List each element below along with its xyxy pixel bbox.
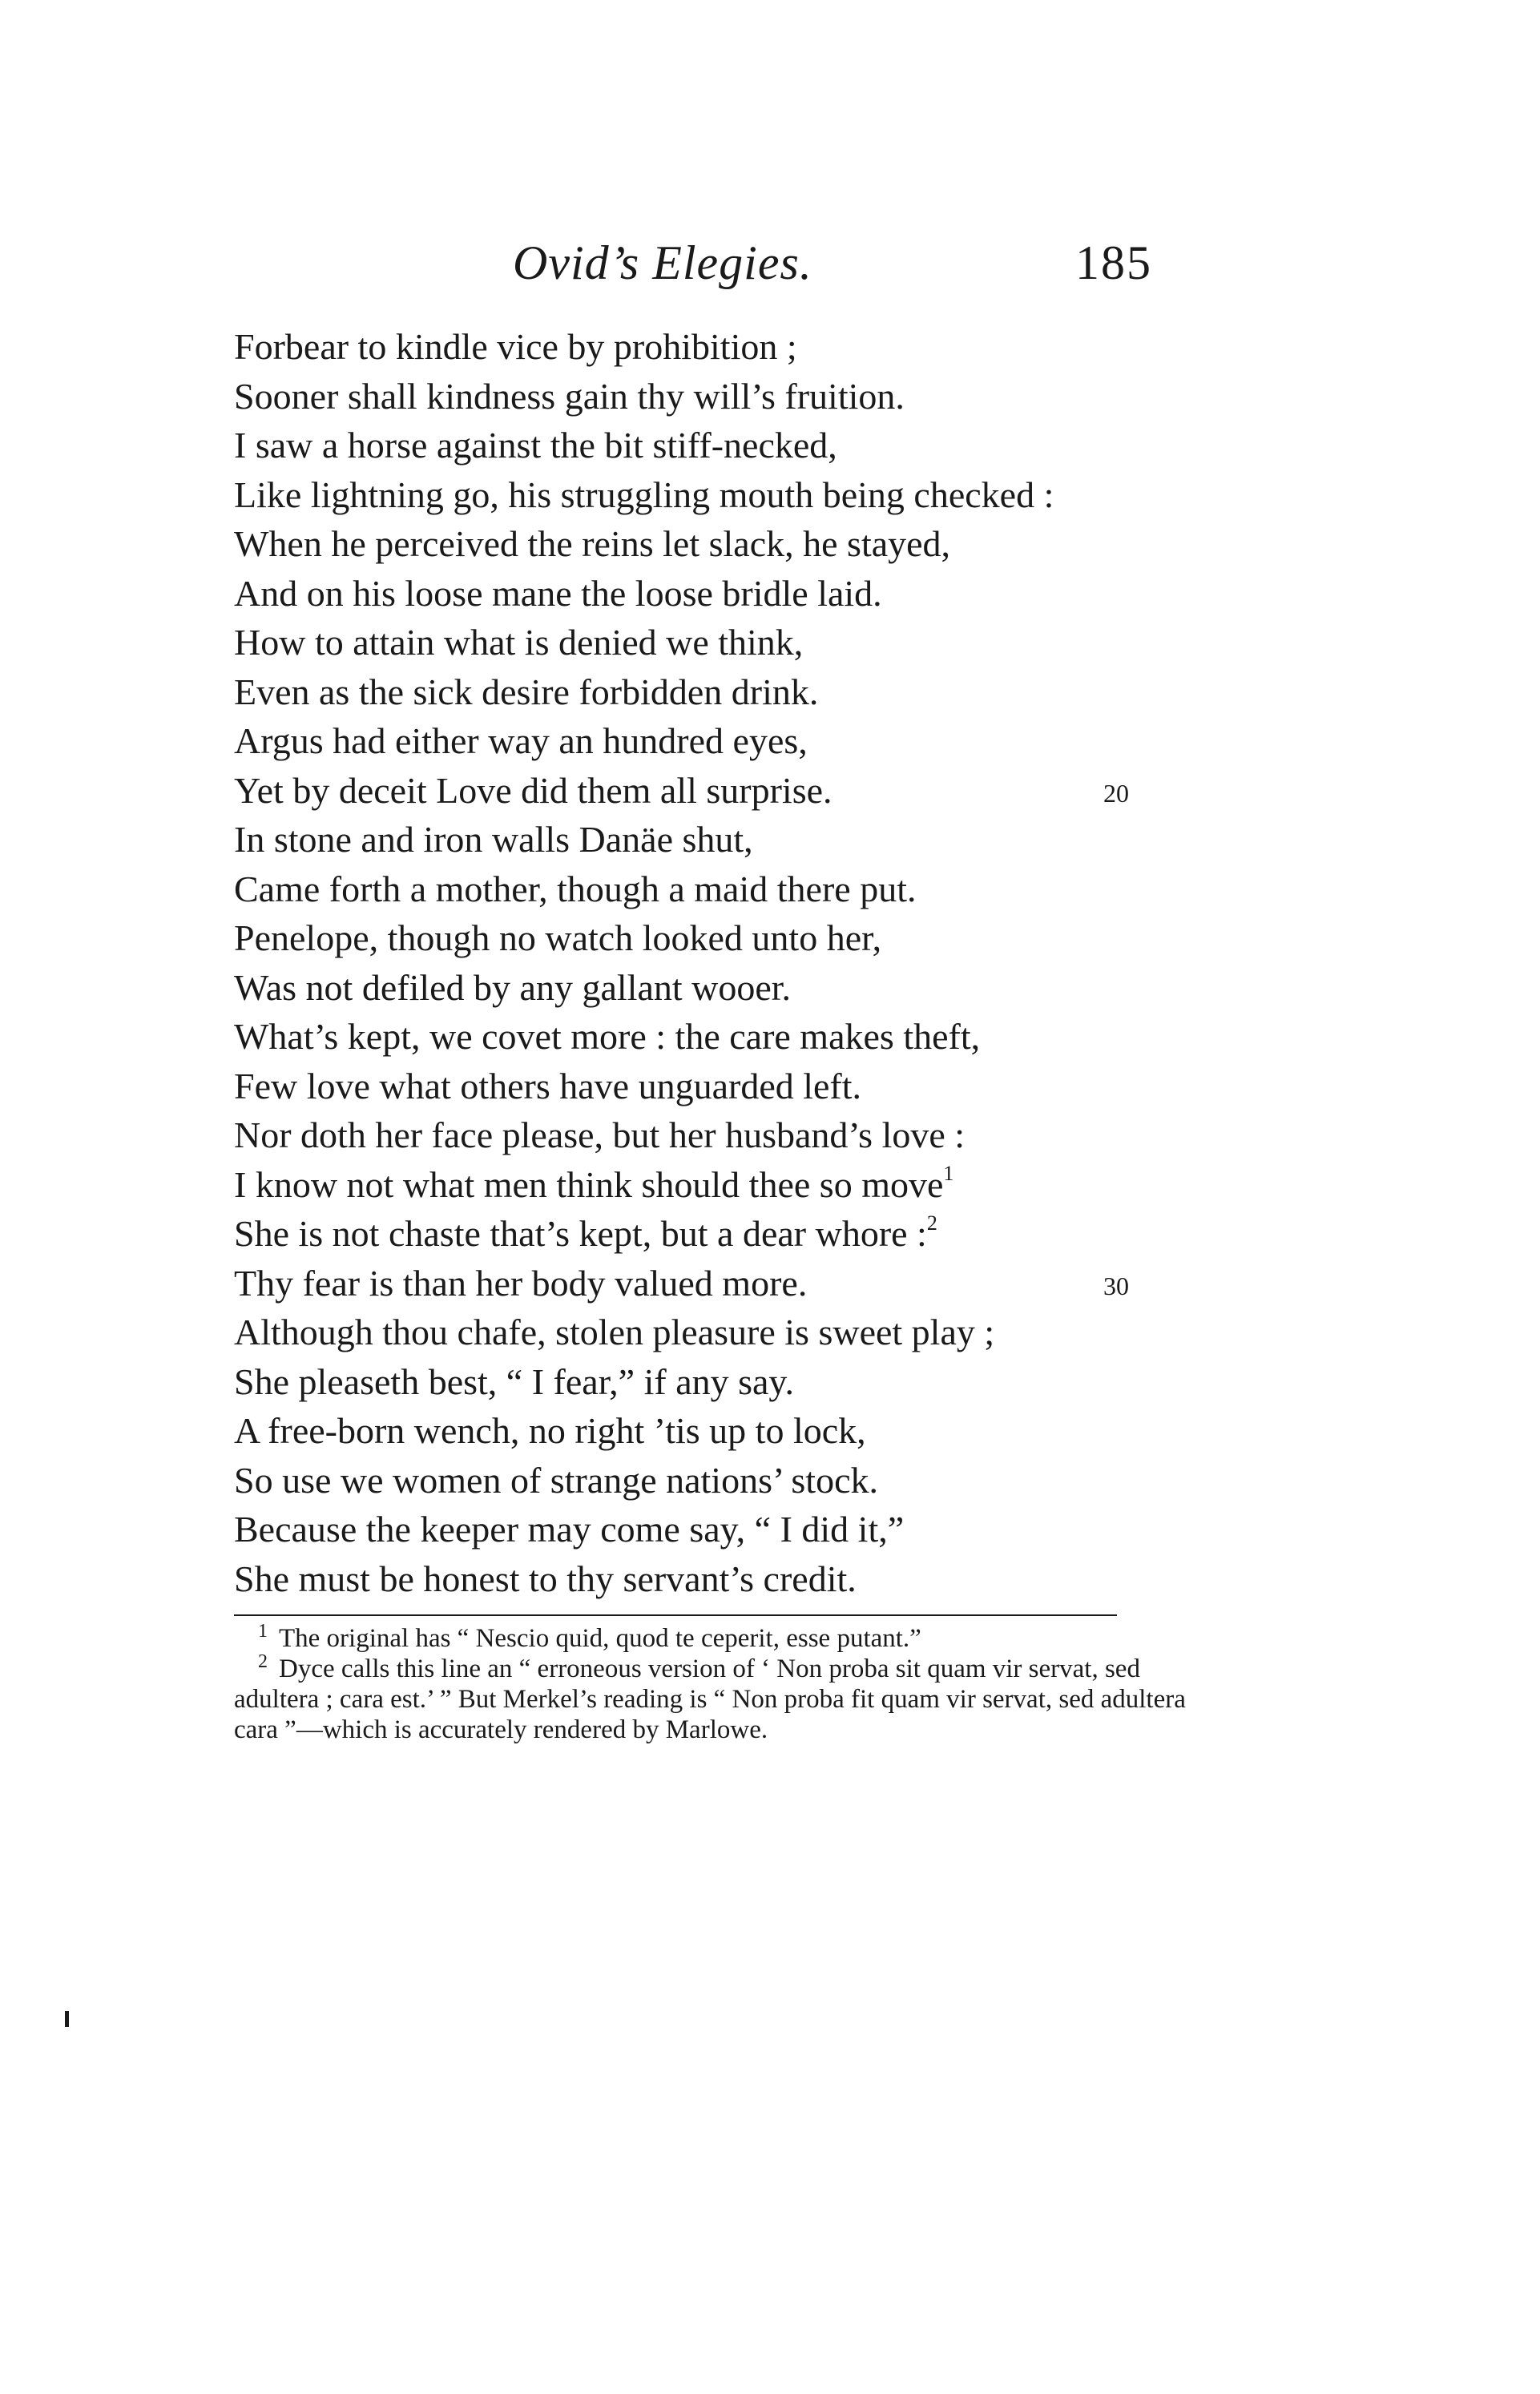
verse-line-text: Nor doth her face please, but her husband’s love : [234, 1114, 966, 1155]
verse-line [234, 1259, 1129, 1308]
verse-line-text: I know not what men think should thee so move [234, 1163, 944, 1205]
verse-line-text: Penelope, though no watch looked unto her, [234, 917, 882, 958]
verse-line [234, 716, 1054, 766]
verse-line [234, 1110, 1054, 1160]
verse-line [234, 519, 1054, 569]
verse-line [234, 963, 1054, 1013]
verse-line [234, 372, 1054, 421]
verse-line-text: A free-born wench, no right ’tis up to lock, [234, 1410, 866, 1451]
verse-line-text: Came forth a mother, though a maid there put. [234, 868, 917, 909]
footnote-text: Dyce calls this line an “ erroneous version of ‘ Non proba sit quam vir servat, sed adultera ; cara est.’ ” But Merkel’s reading is “ Non proba fit quam vir servat, sed adultera cara ”—which is accurately rendered by Marlowe. [234, 1654, 1186, 1744]
line-number: 20 [1103, 778, 1129, 808]
verse-line [234, 1062, 1054, 1111]
verse-line-text: She pleaseth best, “ I fear,” if any say. [234, 1360, 794, 1402]
verse-line [234, 766, 1129, 816]
verse-line-text: Argus had either way an hundred eyes, [234, 720, 808, 761]
verse-line-text: When he perceived the reins let slack, he stayed, [234, 523, 951, 564]
verse-line [234, 913, 1054, 963]
verse-line-text: Few love what others have unguarded left. [234, 1065, 862, 1106]
verse-line-text: Sooner shall kindness gain thy will’s fruition. [234, 375, 905, 417]
footnote [234, 1623, 1195, 1654]
footnote-text: The original has “ Nescio quid, quod te ceperit, esse putant.” [279, 1624, 921, 1653]
footnote [234, 1651, 1195, 1745]
verse-line-text: In stone and iron walls Danäe shut, [234, 819, 753, 860]
verse-line [234, 1406, 1054, 1456]
verse-line-text: Because the keeper may come say, “ I did it,” [234, 1509, 905, 1550]
verse-line [234, 1209, 1054, 1259]
line-number: 30 [1103, 1271, 1129, 1300]
verse-line-text: Thy fear is than her body valued more. [234, 1262, 808, 1304]
verse-line [234, 569, 1054, 619]
verse-line-text: Was not defiled by any gallant wooer. [234, 966, 792, 1008]
running-title: Ovid’s Elegies. [513, 236, 812, 289]
verse-line-text: Although thou chafe, stolen pleasure is sweet play ; [234, 1312, 995, 1352]
footnotes [234, 1623, 1195, 1745]
verse-line-text: How to attain what is denied we think, [234, 622, 804, 663]
verse-line-text: So use we women of strange nations’ stock. [234, 1459, 878, 1501]
verse-line [234, 618, 1054, 667]
verse-line-text: She is not chaste that’s kept, but a dear whore : [234, 1213, 927, 1254]
verse-line-text: Yet by deceit Love did them all surprise. [234, 769, 832, 811]
footnote-marker: 1 [258, 1621, 268, 1642]
footnote-reference[interactable]: 2 [926, 1211, 937, 1235]
verse-line [234, 1456, 1054, 1505]
verse-line [234, 1160, 1054, 1210]
verse-line [234, 1012, 1054, 1062]
verse-line-text: She must be honest to thy servant’s credit. [234, 1558, 857, 1599]
footnote-marker: 2 [258, 1651, 268, 1672]
verse-line-text: And on his loose mane the loose bridle laid. [234, 572, 882, 614]
verse-line [234, 864, 1054, 914]
verse-line-text: What’s kept, we covet more : the care makes theft, [234, 1016, 981, 1057]
verse-line [234, 667, 1054, 717]
verse-line [234, 815, 1054, 864]
verse-line [234, 470, 1054, 520]
verse-line [234, 322, 1054, 372]
scan-margin-mark [65, 2011, 69, 2027]
verse-line-text: Forbear to kindle vice by prohibition ; [234, 326, 797, 367]
verse-line-text: I saw a horse against the bit stiff-necked, [234, 425, 837, 466]
footnote-reference[interactable]: 1 [943, 1162, 954, 1186]
verse-line [234, 1505, 1054, 1554]
page-number: 185 [1075, 236, 1152, 289]
verse-line [234, 1554, 1054, 1604]
verse-line-text: Like lightning go, his struggling mouth being checked : [234, 474, 1054, 515]
verse-block [234, 322, 1129, 1603]
verse-line [234, 421, 1054, 470]
verse-line [234, 1308, 1054, 1357]
footnote-divider [234, 1614, 1117, 1616]
verse-line [234, 1357, 1054, 1407]
verse-line-text: Even as the sick desire forbidden drink. [234, 671, 819, 712]
